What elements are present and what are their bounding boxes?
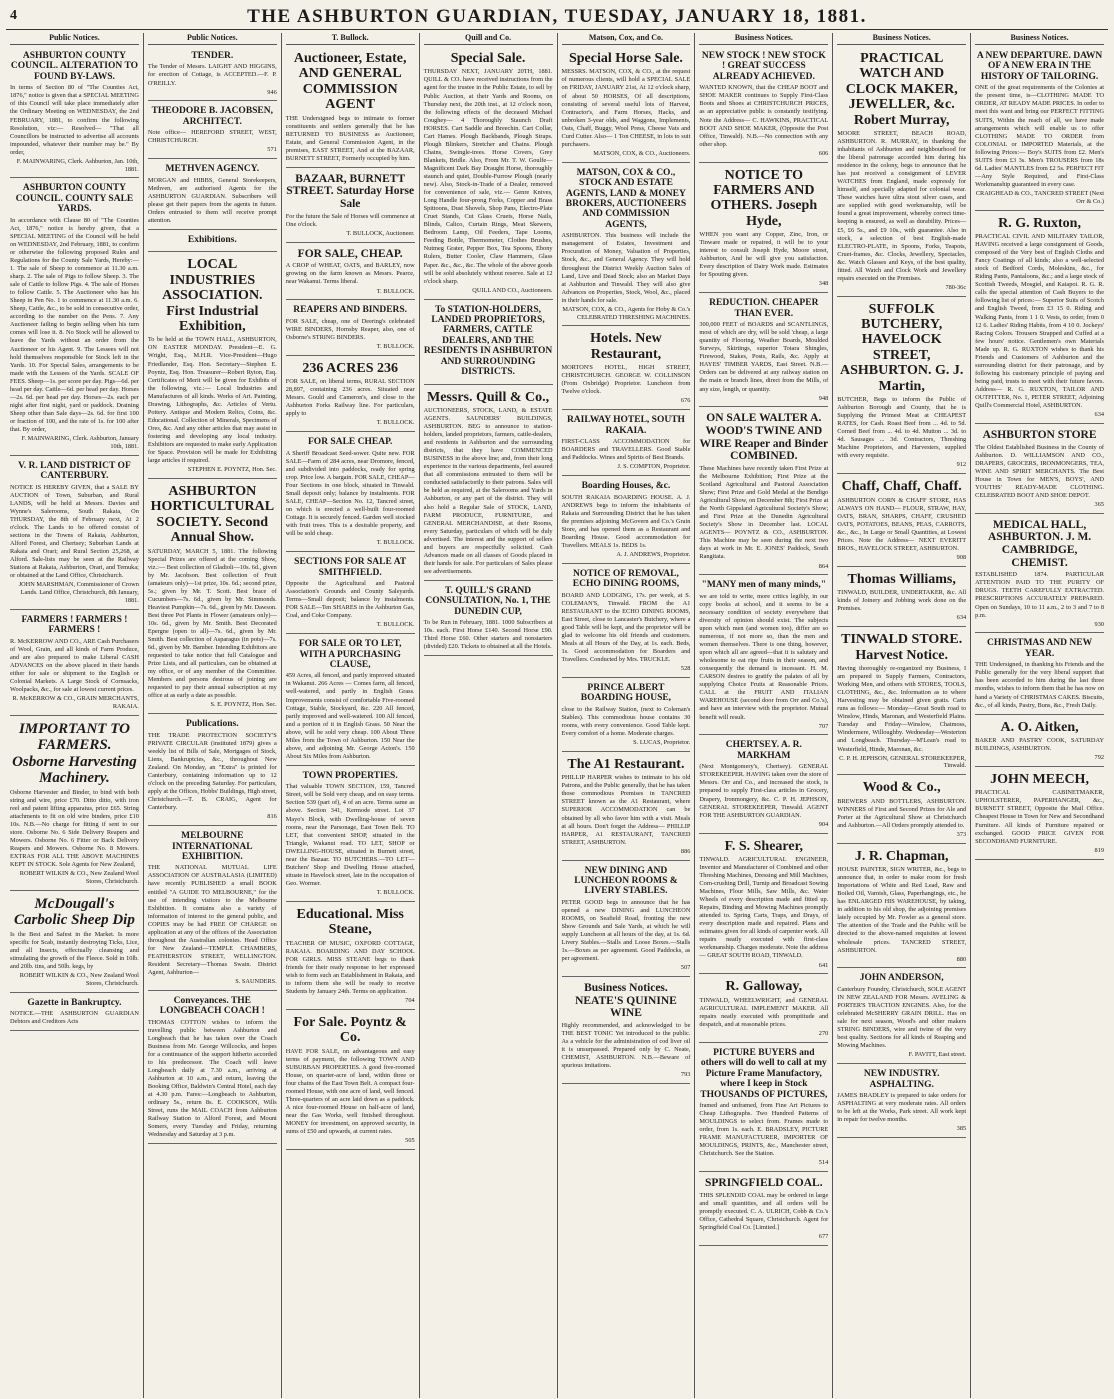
- ad-body: To be held at the TOWN HALL, ASHBURTON, ON EASTER MONDAY. President—E. G. Wright, Esq., M.H.R. Vice-President—Hugo Friedlander, Esq. Hon. Secretary—Stephen E. Poyntz, Esq. Hon. Treasurer—Robert Ryton, Esq. Certificates of Merit will be given for Exhibits of the following, viz.:— Local Industries and Manufactures of all kinds. Works of Art. Painting, Drawing, Lithographs, &c. Articles of Vertu. Pottery. Antique and Modern Relics, Coins, &c. Educational. Collection of Minerals, Specimens of Ores, &c. And any other articles that may assist in fostering and developing any local industry. Exhibitors are requested to make early Application for Space. Provision will be made for Exhibiting large articles if required.: [147, 336, 277, 465]
- ad-body: close to the Railway Station, (next to Coleman's Stables). This commodious house contains 30 rooms, with every convenience. Good Table kept. Every comfort of a home. Moderate charges.: [561, 705, 691, 737]
- ad-signature: A. J. ANDREWS, Proprietor.: [616, 550, 691, 558]
- ad-heading: ASHBURTON COUNTY COUNCIL. COUNTY SALE YARDS.: [15, 183, 134, 215]
- ad-body: SATURDAY, MARCH 5, 1881. The following Special Prizes are offered at the coming Show, viz.:— Best collection of Gladioli—10s. 6d., given by Mr. Jacobson. Best collection of Fruit (amateurs only)—1st prize, 10s. 6d.; second prize, 5s.; given by Mr. T. Scott. Best brace of Cucumbers—7s. 6d., given by Mr. Simmonds. Heaviest Pumpkin—7s. 6d., given by Mr. Dawson. Best three Pot Plants in Flower (amateurs only)—10s. 6d., given by Mr. Smith. Best Decorated Epergne (open to all)—7s. 6d., given by Mr. Smith. Best collection of Asparagus (in pots)—7s. 6d., given by Mr. Bamber. Intending Exhibitors are requested to take notice that full Catalogue and Prize Lists, and all particulars, can be obtained at my office, or of any member of the Committee. Members and persons desirous of joining are requested to pay their annual subscription at my office at as early a date as possible.: [147, 547, 277, 700]
- advertisement: [975, 516, 1104, 634]
- ad-heading: METHVEN AGENCY.: [165, 164, 260, 175]
- ad-signature: 880: [956, 955, 967, 963]
- ad-body: PETER GOOD begs to announce that he has opened a new DINING and LUNCHEON ROOMS, on Seafield Road, fronting the new Show Grounds and Sale Yards, at which he will supply Luncheon at all hours of the day, at 1s. 6d. Livery Stables.—Stalls and Loose Boxes.—Stalls 1s.—Boxes as per agreement. Good Paddocks, as per agreement.: [561, 898, 691, 963]
- ad-heading: J. R. Chapman,: [854, 848, 949, 864]
- ad-heading: Educational. Miss Steane,: [296, 906, 404, 938]
- ad-heading: IMPORTANT TO FARMERS. Osborne Harvesting Machinery.: [12, 720, 137, 787]
- column-1: [6, 33, 144, 1398]
- ad-body: Is the Best and Safest in the Market. Is more specific for Scab, instantly destroying Ticks, Lice, and all Insects, effectually cleansing and stimulating the growth of the Fleece. Sold in 10lb. and 20lb. tins, and 50lb. kegs, by: [10, 930, 139, 971]
- ad-heading: The A1 Restaurant.: [567, 756, 685, 772]
- advertisement: [148, 828, 277, 991]
- advertisement: [424, 302, 553, 385]
- ad-signature: 270: [818, 1029, 829, 1037]
- ad-heading: FOR SALE, CHEAP.: [297, 247, 403, 260]
- ad-heading: MATSON, COX & CO., STOCK AND ESTATE AGENTS, LAND & MONEY BROKERS, AUCTIONEERS AND COMMISSION AGENTS,: [565, 167, 687, 230]
- ad-heading: NEW INDUSTRY. ASPHALTING.: [863, 1069, 940, 1090]
- ad-body: Canterbury Foundry, Christchurch, SOLE AGENT IN NEW ZEALAND FOR Messrs. AVELING & PORTER'S TRACTION ENGINES. Also, for the celebrated McSHERRY GRAIN DRILL. Has on sale for next season, Wood's and other makers STRING BINDERS, wire and twine of the very best quality. Sections for all kinds of Reaping and Mowing Machines.: [837, 985, 967, 1050]
- ad-heading: REDUCTION. CHEAPER THAN EVER.: [709, 298, 819, 319]
- ad-body: MOORE STREET, BEACH ROAD, ASHBURTON. R. MURRAY, in thanking the inhabitants of Ashburton and neighbourhood for the liberal patronage accorded him during his residence in the colony, begs to announce that he has just received a consignment of LEVER WATCHES from England, made expressly for himself, and specially adapted for colonial wear. These watches have ultra stout silver cases, and are supplied with good workmanship, will be found a great improvement, whereby correct time-keeping is ensured, as well as durability. Prices—£5, £6 5s., and £9 10s., with guarantee. Also in stock, a selection of best English-made ELECTRO-PLATE, in Spoons, Forks, Teapots, Cruet-frames, &c. Clocks, Jewellery, Spectacles, &c. Watch Glasses and Keys, of the best quality, fitted. All Watch and Clock Work and Jewellery repairs executed on the Premises.: [837, 129, 967, 282]
- column-header: Public Notices.: [148, 33, 277, 45]
- ad-heading: PICTURE BUYERS and others will do well to call at my Picture Frame Manufactory, where I keep in Stock THOUSANDS OF PICTURES,: [700, 1047, 828, 1100]
- ad-heading: NOTICE OF REMOVAL, ECHO DINING ROOMS,: [572, 568, 680, 590]
- advertisement: [10, 995, 139, 1032]
- ad-heading: NEW STOCK ! NEW STOCK ! GREAT SUCCESS ALREADY ACHIEVED.: [701, 51, 826, 82]
- newspaper-title: THE ASHBURTON GUARDIAN, TUESDAY, JANUARY 18, 1881.: [247, 5, 867, 27]
- advertisement: [699, 1045, 828, 1172]
- advertisement: [699, 165, 828, 294]
- advertisement: [286, 1012, 415, 1150]
- ad-signature: F. PAVITT, East street.: [908, 1051, 967, 1059]
- ad-body: TINWALD, WHEELWRIGHT, and GENERAL AGRICULTURAL IMPLEMENT MAKER. All repairs neatly executed with promptitude and despatch, and at reasonable prices.: [699, 996, 829, 1028]
- ad-signature: 864: [818, 562, 829, 570]
- ad-body: FOR SALE, cheap, one of Deering's celebrated WIRE BINDERS, Hornsby Reaper, also, one of Osborne's STRING BINDERS.: [285, 317, 415, 341]
- ad-heading: ON SALE WALTER A. WOOD'S TWINE AND WIRE Reaper and Binder COMBINED.: [699, 412, 829, 463]
- column-6: [695, 33, 833, 1398]
- ad-body: A Sheriff Broadcast Seed-sower. Quite new. FOR SALE—Farm of 284 acres, near Dromore, fenced, and subdivided into paddocks, ready for spring crop. Price low. A bargain. FOR SALE, CHEAP—Four Sections in one block, situated in Tinwald. Small deposit only; balance by instalments. FOR SALE, CHEAP—Section No. 12, Tancred street, on which is erected a well-built four-roomed Cottage. It is securely fenced. Garden well stocked with fruit trees. This is a desirable property, and will be sold cheap.: [285, 449, 415, 538]
- ad-signature: MATSON, COX, & CO., Auctioneers.: [593, 149, 691, 157]
- advertisement: [699, 577, 828, 735]
- ad-signature: J. S. COMPTON, Proprietor.: [617, 463, 691, 471]
- advertisement: [837, 970, 966, 1064]
- ad-body: The Oldest Established Business in the County of Ashburton. D. WILLIAMSON AND CO., DRAPERS, GROCERS, IRONMONGERS, TEA, WINE AND SPIRIT MERCHANTS. The Best House in Town for MEN'S, BOYS', AND YOUTHS' READY-MADE CLOTHING. CELEBRATED BOOT AND SHOE DEPOT.: [975, 443, 1104, 499]
- advertisement: [562, 478, 691, 564]
- ad-body: ASHBURTON. This business will include the management of Estates, Investment and Procuration of Money, Valuation of Properties, Stock, &c., and General Agency. They will hold throughout the District Weekly Auction Sales of Land, Live and Dead Stock; also an Market Days at Ashburton and Tinwald. They will also give Advances on Properties, Stock, Wool, &c., placed in their hands for sale.: [561, 232, 691, 304]
- ad-signature: 677: [818, 1233, 829, 1241]
- ad-signature: 948: [818, 394, 829, 402]
- advertisement: [148, 48, 277, 101]
- ad-signature: T. BULLOCK.: [376, 539, 415, 547]
- ad-signature: 904: [818, 820, 829, 828]
- ad-body: FIRST-CLASS ACCOMMODATION for BOARDERS and TRAVELLERS. Good Stable and Paddocks. Wines and Spirits of Best Brands.: [561, 438, 691, 462]
- ad-heading: To STATION-HOLDERS, LANDED PROPRIETORS, FARMERS, CATTLE DEALERS, AND THE RESIDENTS IN ASHBURTON AND SURROUNDING DISTRICTS.: [423, 304, 553, 378]
- advertisement: [562, 863, 691, 978]
- advertisement: [424, 387, 553, 581]
- advertisement: [975, 48, 1104, 211]
- ad-heading: Business Notices. NEATE'S QUININE WINE: [575, 982, 677, 1020]
- ad-heading: R. Galloway,: [725, 979, 803, 995]
- ad-body: PRACTICAL CIVIL AND MILITARY TAILOR, HAVING received a large consignment of Goods, composed of the Very best of English Cloths and Fancy Coatings of all kinds; also a well-selected stock of Bedford Cords, Moleskins, &c., for Riding Pants, Pantaloons, &c.; and a large stock of Scottish Tweeds, Mosgiel, and Kaiapoi. R. G. R. calls the special attention of Cash Buyers to the following list of prices:— Superior Suits of Scotch and English Tweed, from £3 15 0. Riding and Walking Pants, from 1 1 0. Vests, to order, from 0 12 6. Ladies' Riding Habits, from 4 10 0. Jockeys' Racing Colors. Trousers Strapped and Cuffed at a few hours' notice. Gentlemen's own Materials Made up. R. G. RUXTON wishes to thank his Friends and Customers of Ashburton and the surrounding district for their patronage, and by following his customary principle of paying and being paid, trusts to meet with their future favors. Address— R. G. RUXTON, TAILOR AND OUTFITTER, No. 1, PETER STREET, Adjoining Quill's Commercial Hotel, ASHBURTON.: [975, 233, 1104, 410]
- advertisement: [837, 476, 966, 567]
- ad-signature: S. LUCAS, Proprietor.: [633, 739, 691, 747]
- ad-body: In accordance with Clause 80 of "The Counties Act, 1876," notice is hereby given, that a SPECIAL MEETING of the Council will be held on WEDNESDAY, 2nd February, 1881, to confirm or otherwise the following proposed Rules and Regulations for the County Sale Yards, Hereby:— 1. The sale of Sheep to commence at 11.30 a.m. sharp. 2. The sale of Pigs to follow Sheep. 3. The sale of Cattle to follow Pigs. 4. The sale of Horses to follow Cattle. 5. The Auctioneer who has his Sheep in Pen No. 1 to commence at 11.30 a.m. 6. Sheep, Cattle, &c., to be sold in consecutive order, according to the number on the Pens. 7. Any Auctioneer failing to begin selling when his turn comes will lose it. 8. No Stock will be allowed to leave the Yards without an order from the Auctioneer or his Agent. 9. The Lessees will not hold themselves responsible for Stock left in the Yards. 10. For Special Sales, arrangements to be made with the Lessees of the Yards. SCALE OF FEES. Sheep—1s. per score per day. Pigs—6d. per head per day. Cattle—6d. per head per day. Horses—2s. 6d. per head per day. Horses—2s. each per night after first night, yard or paddock. Draining Sheep other than Sale days—2s. 6d. for first 100 or fraction of 100, and the rate of 1s. for 100 after that. By order,: [10, 216, 139, 433]
- column-2: [144, 33, 282, 1398]
- advertisement: [286, 768, 415, 902]
- column-header: Business Notices.: [699, 33, 828, 45]
- advertisement: [975, 213, 1104, 424]
- ad-body: framed and unframed, from Fine Art Pictures to Cheap Lithographs. Two Hundred Patterns of MOULDINGS to select from. Frames made to order, from 1s. each. E. BRADSLEY, PICTURE FRAME MANUFACTURER, IMPORTER OF MOULDINGS, PRINTS, &c., Manchester street, Christchurch. See the Station.: [699, 1101, 829, 1158]
- ad-signature: 676: [680, 397, 691, 405]
- ad-body: ESTABLISHED 1874. PARTICULAR ATTENTION PAID TO THE PURITY OF DRUGS. TEETH CAREFULLY EXTRACTED. PRESCRIPTIONS ACCURATELY PREPARED. Open on Sundays, 10 to 11 a.m., 2 to 3 and 7 to 8 p.m.: [975, 571, 1104, 619]
- ad-heading: Hotels. New Restaurant,: [590, 331, 662, 362]
- ad-signature: QUILL AND CO., Auctioneers.: [472, 286, 553, 294]
- ad-signature: JOHN MARSHMAN, Commissioner of Crown Lands. Land Office, Christchurch, 8th January, 1881.: [18, 581, 139, 604]
- ad-signature: R. McKERROW & CO., GRAIN MERCHANTS, RAKAIA.: [12, 694, 139, 710]
- column-header: Matson, Cox, and Co.: [562, 33, 691, 45]
- ad-heading: Messrs. Quill & Co.,: [427, 389, 550, 405]
- advertisement: [286, 434, 415, 552]
- advertisement: [699, 409, 828, 575]
- ad-body: BUTCHER, Begs to inform the Public of Ashburton Borough and County, that he is Supplying the Primest Meat at CHEAPEST RATES, for Cash. Roast Beef from ... 4d. to 5d. Corned Beef from ... 4d. to 4d. Mutton ... 3d. to 4d. Sausages ... 3d. Contractors, Threshing Machine Proprietors, and Harvesters, supplied with every requisite.: [837, 396, 967, 460]
- advertisement: [699, 48, 828, 163]
- advertisement: [286, 636, 415, 766]
- ad-heading: Conveyances. THE LONGBEACH COACH !: [159, 995, 265, 1017]
- ad-heading: Chaff, Chaff, Chaff.: [841, 479, 962, 495]
- advertisement: [562, 165, 691, 327]
- ad-body: Having thoroughly re-organized my Business, I am prepared to Supply Farmers, Contractors, Working Men, and others with STORES, TOOLS, CLOTHING, &c., &c. Information as to where Harvesting may be obtained given gratis. Carts runs as follows:— Monday—Great South road to Winslow, Hinds, Maronan, and Westerfield Plains. Tuesday and Friday—Winslow, Chatmoss, Windermere, Willoughby. Wednesday—Westerton and Longbeach. Thursday—M'Lean's road to Westerfield, Hinde, Maronan, &c.: [837, 665, 967, 753]
- advertisement: [837, 48, 966, 297]
- ad-heading: R. G. Ruxton,: [998, 215, 1081, 231]
- ad-body: NOTICE.—THE ASHBURTON GUARDIAN Debtors and Creditors Acts: [10, 1010, 139, 1026]
- ad-signature: T. BULLOCK.: [376, 342, 415, 350]
- ad-body: THURSDAY NEXT, JANUARY 20TH, 1881. QUILL & CO. have received instructions from the agent for the trustee in the Public Estate, to sell by Public Auction, at their Yards and Rooms, on Thursday next, the 20th inst., at 12 o'clock noon, the following effects of the deceased Michael Coughey— 4 Thoroughly Staunch Draft HORSES. Cart Saddle and Breechin. Cart Collar, Cart Hames. Plough Backbands, Plough Straps. Plough Blinkers, Stretcher and Chains. Plough Chains, Swingle-trees. Horse Covers, Grey Blankets, Bridle. Also, From Mr. T. W. Goulfe— Magnificent Dark Bay Draught Horse, thoroughly staunch and quiet, Double-Furrow Plough (nearly new). Also, Stock-in-Trade of a Dealer, removed for convenience of sale, viz.— Genre Knives, Long Handle four-prong Forks, Copper and Brass Spittoons, Dust Shovels, Shop Pans, Electro-Plate Cruet Stands, Cut Glass Cruets, Horse Nails, Blinds, Calico, Curtain Rings, Meat Skewers, Bedroom Lamp, Oil Feeders, Tape Looms, Feeding Bottle, Thermometer, Clothes Brushes, Nutmeg Grater, Pepper Box, Tea Spoons, Ebony Rulers, Butter Cooler, Claw Hammers, Glass Paper. &c., &c., &c. The whole of the above goods will be sold absolutely without reserve. Sale at 12 o'clock sharp.: [423, 68, 553, 285]
- advertisement: [562, 979, 691, 1084]
- advertisement: [562, 754, 691, 861]
- ad-signature: 348: [818, 280, 829, 288]
- ad-heading: Thomas Williams,: [847, 571, 956, 587]
- ad-signature: MATSON, COX, & CO., Agents for Hoby & Co.'s CELEBRATED THRESHING MACHINES.: [562, 305, 691, 321]
- advertisement: [10, 612, 139, 716]
- advertisement: [562, 412, 691, 476]
- advertisement: [837, 629, 966, 775]
- ad-signature: ROBERT WILKIN & CO., New Zealand Wool Stores, Christchurch.: [19, 972, 139, 987]
- advertisement: [286, 48, 415, 168]
- ad-heading: THEODORE B. JACOBSEN, ARCHITECT.: [151, 106, 274, 127]
- ad-signature: 641: [818, 961, 829, 969]
- ad-body: MESSRS. MATSON, COX, & CO., at the request of numerous clients, will hold a SPECIAL SALE on FRIDAY, JANUARY 21st, At 12 o'clock sharp, of about 50 HORSES, Of all descriptions, consisting of several useful lots of Harvest, Contractor's, and Farm Horses, Hacks, and unbroken 3-year olds, and Waggons, Implements, Oats, Chaff, Buggy, Wool Press, Cheese Vats and Curd Cutter. Also— 1 Ton CHEESE, in lots to suit purchasers.: [561, 68, 691, 148]
- ad-signature: ROBERT WILKIN & CO., New Zealand Wool Stores, Christchurch.: [19, 870, 139, 886]
- column-3: [282, 33, 420, 1398]
- advertisement: [10, 180, 139, 455]
- ad-signature: STEPHEN E. POYNTZ, Hon. Sec.: [187, 466, 277, 474]
- advertisement: [148, 232, 277, 252]
- ad-signature: 908: [956, 554, 967, 561]
- ad-signature: 793: [680, 1071, 691, 1079]
- ad-heading: JOHN MEECH,: [990, 771, 1089, 787]
- ad-body: PHILLIP HARPER wishes to intimate to his old Patrons, and the Public generally, that he has taken those commodious Premises in TANCRED STREET known as the A1 Restaurant, where SUPERIOR ACCOMMODATION can be obtained by all who favor him with a visit. Meals at all hours. Don't forget the Address— PHILLIP HARPER, A1 RESTAURANT, TANCRED STREET, ASHBURTON.: [561, 774, 691, 846]
- ad-heading: For Sale. Poyntz & Co.: [293, 1014, 407, 1046]
- ad-body: The Tender of Messrs. LAIGHT AND HIGGINS, for erection of Cottage, is ACCEPTED.—F. P. O'REILLY.: [147, 63, 277, 87]
- ad-body: JAMES BRADLEY is prepared to take orders for ASPHALTING at very moderate rates. All orders to be left at the Works, Park street. All work kept in repair for twelve months.: [837, 1092, 967, 1124]
- ad-heading: PRACTICAL WATCH AND CLOCK MAKER, JEWELLER, &c. Robert Murray,: [845, 51, 958, 128]
- advertisement: [699, 295, 828, 407]
- ad-body: MORGAN and HIBBS, General Storekeepers, Methven, are authorised Agents for the ASHBURTON GUARDIAN. Subscribers will please get their papers from the agents in future. Orders entrusted to them will receive prompt attention.: [147, 176, 277, 224]
- ad-heading: McDougall's Carbolic Sheep Dip: [14, 895, 135, 929]
- advertisement: [975, 717, 1104, 767]
- ad-heading: SUFFOLK BUTCHERY, HAVELOCK STREET, ASHBURTON. G. J. Martin,: [840, 301, 964, 394]
- ad-signature: CRAIGHEAD & CO., TANCRED STREET (Next Orr & Co.): [975, 189, 1104, 205]
- ad-signature: T. BULLOCK.: [376, 419, 415, 427]
- ad-signature: 946: [267, 88, 277, 96]
- ad-heading: ASHBURTON STORE: [982, 428, 1097, 441]
- ad-heading: FARMERS ! FARMERS ! FARMERS !: [21, 614, 128, 636]
- ad-heading: CHRISTMAS AND NEW YEAR.: [987, 638, 1093, 659]
- advertisement: [699, 836, 828, 975]
- advertisement: [148, 993, 277, 1145]
- ad-signature: F. MAINWARING, Clerk. Ashburton, January 10th, 1881.: [21, 435, 139, 450]
- advertisement: [975, 426, 1104, 514]
- advertisement: [424, 583, 553, 657]
- ad-heading: MELBOURNE INTERNATIONAL EXHIBITION.: [172, 831, 253, 862]
- masthead: [6, 4, 1108, 30]
- ad-body: Osborne Harvester and Binder, to bind with both string and wire, price £70. Ditto ditto, with iron reel and patent lifting apparatus, price £65. String attachments to fit on old wire binders, price £10 10s. N.B.—No charge for fitting if sent to our store. Osborne No. 6 Side Delivery Reapers and Mowers. Osborne No. 6 Fitter or Back Delivery Reapers and Mowers. Osborne No. 8 Mowers. EXTRAS FOR ALL THE ABOVE MACHINES KEPT IN STOCK. Sole Agents for New Zealand,: [10, 788, 139, 869]
- ad-heading: "MANY men of many minds,": [701, 580, 827, 591]
- column-5: [558, 33, 696, 1398]
- ad-signature: 365: [1094, 500, 1104, 508]
- column-header: Business Notices.: [837, 33, 966, 45]
- ad-signature: 507: [680, 964, 691, 972]
- advertisement: [148, 481, 277, 714]
- ad-signature: 606: [818, 149, 829, 157]
- ad-heading: V. R. LAND DISTRICT OF CANTERBURY.: [18, 460, 131, 482]
- column-header: Public Notices.: [10, 33, 139, 45]
- page-number: 4: [10, 8, 17, 23]
- ad-body: 300,000 FEET of BOARDS and SCANTLINGS, most of which are dry, will be sold 'cheap, a large quantity of Flooring, Weather Boards, Moulded Surveys, Skirtings, superior Totara Shingles, Firewood, Stakes, Posts, Rails, &c. Apply at HAYES' TIMBER YARDS, East Street. N.B.—Orders can be delivered at any railway station on the main or branch lines, direct from the Mills, of any size, length, or quantity.: [699, 321, 829, 393]
- ad-signature: 385: [956, 1125, 967, 1133]
- ad-signature: 704: [405, 996, 415, 1004]
- ad-signature: 816: [267, 813, 277, 821]
- ad-heading: FOR SALE OR TO LET, WITH A PURCHASING CLAUSE,: [298, 639, 402, 670]
- ad-heading: Special Sale.: [450, 51, 526, 66]
- ad-signature: 912: [956, 461, 967, 469]
- advertisement: [148, 254, 277, 479]
- ad-body: For the future the Sale of Horses will commence at One o'clock.: [285, 212, 415, 228]
- ad-heading: Boarding Houses, &c.: [581, 481, 671, 492]
- ad-signature: 571: [267, 146, 277, 154]
- advertisement: [837, 777, 966, 843]
- column-4: [420, 33, 558, 1398]
- ad-signature: T. BULLOCK.: [376, 888, 415, 896]
- advertisement: [562, 48, 691, 163]
- ad-body: THE TRADE PROTECTION SOCIETY'S PRIVATE CIRCULAR (instituted 1879) gives a weekly list of Bills of Sale, Mortgages of Stock, Liens, Bankruptcies, &c., throughout New Zealand. On Monday, an "Extra" is printed for Canterbury, containing information up to 12 o'clock on the preceding Saturday. For particulars, apply at the Offices, Hobbs' Buildings, High street, Christchurch.—T. B. CRAIG, Agent for Canterbury.: [147, 731, 277, 812]
- ad-signature: 505: [405, 1137, 415, 1145]
- ad-heading: ASHBURTON HORTICULTURAL SOCIETY. Second Annual Show.: [150, 483, 275, 546]
- column-header: Quill and Co.: [424, 33, 553, 45]
- ad-heading: 236 ACRES 236: [302, 360, 399, 376]
- ad-signature: T. BULLOCK.: [376, 621, 415, 629]
- ad-body: TINWALD. AGRICULTURAL ENGINEER, Inventor and Manufacturer of Combined and other Threshing Machines, Dressing and Mill Machines, Corn-crushing Drill, Turnip and Broadcast Sowing Machines, Flour Mills, Saw Mills, &c. Water Wheels of every description made and fitted up. Repairs, Binding and Mowing Machines promptly attended to. Spring Carts, Traps, and Drays, of every description made and repaired. Plans and estimates given for all kinds of carpenter work. All repairs neatly executed with first-class workmanship. Charges moderate. Note the address— GREAT SOUTH ROAD, TINWALD.: [699, 855, 829, 960]
- ad-signature: F. MAINWARING, Clerk. Ashburton, Jan. 10th, 1881.: [16, 157, 139, 173]
- ad-heading: F. S. Shearer,: [724, 838, 804, 854]
- column-header: Business Notices.: [975, 33, 1104, 45]
- ad-heading: REAPERS AND BINDERS.: [293, 305, 408, 316]
- ad-body: THE Undersigned, in thanking his Friends and the Public generally for the very liberal support that has been accorded to him during the last three months, wishes to inform them that he has now on hand a Variety of CHRISTMAS CAKES. Biscuits, &c., of all kinds, Pastry, Buns, &c., Fresh Daily.: [975, 661, 1104, 709]
- ad-body: we are told to write, more critics legibly, in our copy books at school, and it seems to be a necessary condition of society everywhere that diversity of opinion should exist. The subjects upon which men (and women too), differ are so numerous, if not more so, than the men and women themselves. There is one thing, however, upon which all are agreed—that it is salutary and wholesome to eat ripe fruits in their season, and consequently the demand is incessant. H. M. CARSON desires to gratify the palates of all by supplying Choice Fruits at Reasonable Prices. CALL at the FRUIT AND ITALIAN WAREHOUSE (second door from Orr and Co.'s), and have an interview with the proprietor. Mutual benefit will result.: [699, 592, 829, 721]
- advertisement: [286, 170, 415, 243]
- ad-body: THE Undersigned begs to intimate to former constituents and settlers generally that he has RETURNED TO BUSINESS as Auctioneer, Estate, and General Commission Agent, in the premises, EAST STREET, And at the BAZAAR, BURNETT STREET, Formerly occupied by him.: [285, 114, 415, 162]
- columns-container: [6, 33, 1108, 1398]
- ad-signature: 634: [1094, 411, 1104, 419]
- ad-heading: Special Horse Sale.: [568, 51, 683, 66]
- ad-heading: MEDICAL HALL, ASHBURTON. J. M. CAMBRIDGE, CHEMIST.: [987, 518, 1092, 569]
- advertisement: [424, 48, 553, 300]
- ad-signature: C. P. H. JEPHSON, GENERAL STOREKEEPER, Tinwald.: [839, 754, 967, 770]
- advertisement: [699, 1174, 828, 1246]
- ad-body: ASHBURTON CORN & CHAFF STORE, HAS ALWAYS ON HAND— FLOUR, STRAW, HAY, OATS, BRAN, SHARPS, CHAFF, CRUSHED OATS, POTATOES, BEANS, PEAS, CARROTS, &c., &c., In Large or Small Quantities, at Lowest Prices. Note the Address— NEXT EVERITT BROS., HAVELOCK STREET, ASHBURTON.: [837, 496, 967, 552]
- ad-heading: TOWN PROPERTIES.: [302, 770, 398, 781]
- ad-heading: ASHBURTON COUNTY COUNCIL. ALTERATION TO FOUND BY-LAWS.: [10, 51, 139, 82]
- advertisement: [562, 566, 691, 678]
- advertisement: [837, 846, 966, 969]
- ad-heading: A NEW DEPARTURE. DAWN OF A NEW ERA IN THE HISTORY OF TAILORING.: [976, 51, 1103, 82]
- advertisement: [562, 680, 691, 752]
- advertisement: [286, 245, 415, 301]
- advertisement: [286, 554, 415, 634]
- ad-signature: 528: [680, 665, 691, 673]
- ad-signature: 780-36c: [945, 283, 967, 291]
- ad-heading: A. O. Aitken,: [1000, 719, 1079, 735]
- advertisement: [148, 716, 277, 826]
- ad-heading: T. QUILL'S GRAND CONSULTATION, No. 1, THE DUNEDIN CUP,: [425, 585, 551, 617]
- advertisement: [286, 302, 415, 355]
- advertisement: [975, 635, 1104, 714]
- ad-signature: S. SAUNDERS.: [235, 978, 277, 986]
- ad-heading: NEW DINING AND LUNCHEON ROOMS & LIVERY STABLES.: [574, 865, 678, 897]
- ad-body: (Next Montgomery's, Chertsey). GENERAL STOREKEEPER. HAVING taken over the store of Messrs. Orr and Co., and increased the stock, is prepared to supply First-class articles in Grocery, Drapery, Ironmongery, &c. C. P. H. JEPHSON, GENERAL STOREKEEPER, Tinwald. AGENT FOR THE ASHBURTON GUARDIAN.: [699, 763, 829, 819]
- ad-signature: 819: [1094, 846, 1104, 854]
- ad-heading: LOCAL INDUSTRIES ASSOCIATION. First Industrial Exhibition,: [162, 257, 263, 334]
- ad-body: PRACTICAL CABINETMAKER, UPHOLSTERER, PAPERHANGER, &c., BURNETT STREET, Opposite the Mail Office. Cheapest House in Town for New and Secondhand Furniture. All kinds of Furniture repaired or exchanged. GOOD PRICE GIVEN FOR SECONDHAND FURNITURE.: [975, 789, 1104, 845]
- ad-body: NOTICE IS HEREBY GIVEN, that a SALE BY AUCTION of Town, Suburban, and Rural LANDS, will be held at Messrs. Davies and Wynne's Salerooms, South Rakaia, On THURSDAY, the 8th of February next, At 2 o'clock. The Lands to be offered consist of sections in the Towns of Rakaia, Ashburton, Alford Forest, and Chertsey; Suburban Lands at Rakaia and Orari; and Rural Section 25,268, at Alford. Sale-lists may be seen at the Railway Stations at Rakaia, Ashburton, Orari, and Temuka; or obtained at the Land Office, Christchurch.: [10, 483, 139, 580]
- ad-heading: SECTIONS FOR SALE AT SMITHFIELD.: [294, 557, 407, 578]
- ad-heading: CHERTSEY. A. R. MARKHAM: [725, 740, 802, 761]
- ad-body: WHEN you want any Copper, Zinc, Iron, or Tinware made or repaired, it will be to your interest to consult Joseph Hyde, Moore street, Ashburton, And he will give you satisfaction. Every description of Dairy Work made. Estimates for Spouting given.: [699, 231, 829, 279]
- ad-heading: Exhibitions.: [187, 234, 237, 245]
- ad-body: THOMAS COTTON wishes to inform the travelling public between Ashburton and Longbeach that he has taken over the Coach Business from Mr. George Willcocks, and hopes for a continuance of the support hitherto accorded to his predecessor. The Coach will leave Longbeach daily at 7.30 a.m., arriving at Ashburton at 10 a.m., and return, leaving the Booking Office, Baldwin's Central Hotel, each day at 4.30 p.m. Fares:—Longbeach to Ashburton, ordinary 5s., return 8s. E. COOKSON, Wills Street, runs the MAIL COACH from Ashburton Railway Station to Alford Forest, and Mount Somers, every Tuesday and Friday, returning Wednesday and Saturday at 3 p.m.: [147, 1018, 277, 1139]
- ad-signature: 792: [1094, 754, 1104, 762]
- ad-body: Opposite the Agricultural and Pastoral Association's Grounds and County Saleyards. Terms—Small deposit; balance by instalments. FOR SALE—Ten SHARES in the Ashburton Gas, Coal, and Coke Company.: [285, 579, 415, 620]
- ad-body: A CROP of WHEAT, OATS, and BARLEY, now growing on the farm known as Messrs. Pearce, near Wakanui. Terms liberal.: [285, 262, 415, 286]
- ad-heading: PRINCE ALBERT BOARDING HOUSE,: [580, 682, 672, 704]
- advertisement: [10, 48, 139, 178]
- ad-heading: Auctioneer, Estate, AND GENERAL COMMISSION AGENT: [293, 51, 407, 113]
- ad-body: 459 Acres, all fenced, and partly improved situated in Wakanui. 266 Acres — Comes farm, all fenced, well-watered, and partly in English Grass. Improvements consist of comfortable Five-roomed Cottage, Stable, Stockyard, &c. 220 All fenced, partly improved and well-watered. 100 All fenced, and a portion of it in English Grass. 50 Near the above, will be sold very cheap. 100 About Three Miles from the Town of Ashburton. 150 Near the above, and adjoining Mr. George Acton's. 150 About Six Miles from Ashburton.: [285, 672, 415, 760]
- ad-body: FOR SALE, on liberal terms, RURAL SECTION 28,897, containing 236 acres. Situated near Messrs. Gould and Cameron's, and close to the Ashburton Forks Railway line. For particulars, apply to: [285, 378, 415, 418]
- advertisement: [286, 904, 415, 1010]
- advertisement: [10, 458, 139, 610]
- ad-body: HOUSE PAINTER, SIGN WRITER, &c., begs to announce that, in order to make room for fresh Importations of White and Red Lead, Raw and Boiled Oil, Varnish, Glass, Paperhangings, etc., he has ENLARGED HIS WAREHOUSE, by taking, in addition to his old shop, the adjoining premises lately occupied by Mr. Fowler as a general store. The attention of the Trade and the Public will be directed to the above-named requisites at lowest wholesale prices. TANCRED STREET, ASHBURTON.: [837, 866, 967, 954]
- ad-heading: Publications.: [186, 719, 239, 730]
- advertisement: [562, 328, 691, 410]
- ad-body: That valuable TOWN SECTION, 159, Tancred Street, will be Sold very cheap, and on easy terms. Section 539 (part of), 4 of an acre. Terms same as above. Section 341, Kermode street. Lot 37 Mayo's Block, with Dwelling-house of seven rooms, near the Parsonage, East Town Belt. TO LET, that convenient SHOP, situated in the Triangle, Wakanui road. TO LET, SHOP or DWELLING-HOUSE, situated in Burnett street, near the Bazaar. TO BUTCHERS.—TO LET—Butchers' Shop and Dwelling House attached, situate in Havelock street, late in the occupation of Geo. Wormer.: [285, 783, 415, 887]
- ad-heading: RAILWAY HOTEL, SOUTH RAKAIA.: [566, 415, 685, 436]
- advertisement: [837, 1066, 966, 1138]
- ad-body: To be Run in February, 1881. 1000 Subscribers at 10s. each. First Horse £140. Second Horse £90. Third Horse £60. Other starters and nonstarters (divided) £20. Tickets to obtained at all the Hotels.: [423, 619, 553, 651]
- ad-body: MORTON'S HOTEL, HIGH STREET, CHRISTCHURCH. GEORGE W. COLLINSON (From Oxbridge) Proprietor. Luncheon from Twelve o'clock.: [561, 364, 691, 396]
- advertisement: [699, 976, 828, 1042]
- ad-heading: BAZAAR, BURNETT STREET. Saturday Horse Sale: [286, 172, 415, 211]
- ad-body: AUCTIONEERS, STOCK, LAND, & ESTATE AGENTS. SAUNDERS' BUILDINGS, ASHBURTON. BEG to announce to station-holders, landed proprietors, farmers, cattle-dealers, and residents in Ashburton and the surrounding districts, that they have COMMENCED BUSINESS in the above line; and, from their long experience in the various departments, feel assured that all commissions entrusted to them will be conducted satisfactorily to their patrons. Sales will be held as required, at the Salerooms and Yards in Ashburton, or any part of the district. They will also hold a Regular Sale of STOCK, LAND, FARM PRODUCE, FURNITURE, and GENERAL MERCHANDISE, at their Rooms, every Saturday, particulars of which will be duly advertised. The interest and the support of sellers and buyers are respectfully solicited. Cash Advances made on all classes of Goods placed in their hands for sale. For particulars of Sales please see advertisements.: [423, 406, 553, 575]
- ad-signature: 886: [680, 847, 691, 855]
- ad-body: These Machines have recently taken First Prize at the Melbourne Exhibition; First Prize at the Scotland Agricultural and Pastoral Association Show; First Prize and Gold Medal at the Bendigo Agricultural Show, on December 8th; First Prize at the North Gippsland Agricultural Society's Show; and First Prize at the Dunedin Agricultural Society's Show in December last. LOCAL AGENTS— POYNTZ & CO., ASHBURTON. This Machine may be seen during the next two days at work in Mr. E. JONES' Paddock, South Rangitata.: [699, 464, 829, 561]
- ad-body: BREWERS AND BOTTLERS, ASHBURTON. WINNERS of First and Second Prizes for Ale and Porter at the Agricultural Show at Christchurch and Ashburton.—All Orders promptly attended to.: [837, 797, 967, 829]
- ad-body: In terms of Section 80 of "The Counties Act, 1876," notice is given that a SPECIAL MEETING of this Council will take place immediately after the Ordinary Meeting on WEDNESDAY, the 2nd FEBRUARY, 1881, to confirm the following Resolution, viz:— Resolved— "That all Councillors be instructed to advertise all accounts impounded, whatever their number may be." By order,: [10, 84, 139, 156]
- column-8: [971, 33, 1108, 1398]
- ad-heading: JOHN ANDERSON,: [859, 973, 944, 984]
- ad-heading: Gazette in Bankruptcy.: [27, 997, 122, 1008]
- advertisement: [837, 569, 966, 627]
- advertisement: [10, 718, 139, 891]
- ad-body: ONE of the great requirements of the Colonies at the present time, is—CLOTHING MADE TO ORDER, AT READY MADE PRICES. In order to meet this want and bring our PERFECT FITTING SUITS, Within the reach of all, we have made arrangements which will enable us to offer CLOTHING MADE TO ORDER from COLONIAL or IMPORTED Materials, at the following Prices:— Boy's SUITS from £2. Men's SUITS from £3 3s. Men's TROUSERS from 18s 6d. Ladies' MANTLES from £2 5s. PERFECT FIT—Any Style Required, and First-Class Workmanship guaranteed in every case.: [975, 84, 1104, 188]
- ad-signature: 514: [818, 1159, 829, 1167]
- column-7: [833, 33, 971, 1398]
- ad-heading: FOR SALE CHEAP.: [308, 437, 393, 448]
- advertisement: [975, 769, 1104, 860]
- ad-body: BOARD AND LODGING, 17s. per week, at S. COLEMAN'S, Tinwald. FROM the A1 RESTAURANT to the ECHO DINING ROOMS, East Street, close to Lancaster's Butchery, where a good Table will be kept, and the proprietor will be glad to welcome his old friends and customers. Meals at all Hours of the Day, at 1s. each. Beds, 1s. Good accommodation for Boarders and Travellers. Conducted by Mrs. TRUCKLE.: [561, 591, 691, 664]
- advertisement: [286, 358, 415, 432]
- ad-heading: SPRINGFIELD COAL.: [705, 1177, 823, 1190]
- ad-body: TINWALD, BUILDER, UNDERTAKER, &c. All kinds of Joinery and Jobbing work done on the Premises.: [837, 589, 967, 613]
- advertisement: [10, 893, 139, 993]
- ad-heading: TENDER.: [191, 51, 234, 61]
- ad-heading: TINWALD STORE. Harvest Notice.: [841, 632, 963, 663]
- ad-signature: T. BULLOCK.: [376, 287, 415, 295]
- column-header: T. Bullock.: [286, 33, 415, 45]
- ad-body: THIS SPLENDID COAL may be ordered in large and small quantities, and all orders will be promptly executed. C. A. ULRICH, Cobb & Co.'s Office, Cathedral Square, Christchurch. Agent for Springfield Coal Co. [Limited.]: [699, 1191, 829, 1231]
- ad-body: Highly recommended, and acknowledged to be THE BEST TONIC Yet introduced to the public. As a vehicle for the administration of cod liver oil it is unsurpassed. Prepared only by C. Neate, CHEMIST, ASHBURTON. N.B.—Beware of spurious imitations.: [561, 1022, 691, 1070]
- ad-body: THE NATIONAL MUTUAL LIFE ASSOCIATION OF AUSTRALASIA (LIMITED) have recently PUBLISHED a small BOOK entitled "A GUIDE TO MELBOURNE," for the use of intending visitors to the Melbourne Exhibition. It contains also a variety of information of interest to the general public, and COPIES may be had FREE OF CHARGE on application at any of the offices of the Association throughout the Australian colonies. Head Office for New Zealand—TEMPLE CHAMBERS, FEATHERSTON STREET, WELLINGTON. Resident Secretary—Thomas Swain. District Agent, Ashburton—: [147, 864, 277, 976]
- ad-body: WANTED KNOWN, that the CHEAP BOOT and SHOE MAKER continues to Supply First-Class Boots and Shoes at CHRISTCHURCH PRICES, as an appreciative public is constantly testifying. Note the Address— C. HAWKINS, PRACTICAL BOOT AND SHOE MAKER, (Opposite the Post Office, Tinwald). N.B.—No connection with any other shop.: [699, 84, 829, 148]
- ad-body: R. McKERROW AND CO., ARE Cash Purchasers of Wool, Grain, and all kinds of Farm Produce, and are also prepared to make Liberal CASH ADVANCES on the above placed in their hands either for sale or shipment to the English or Colonial Markets. A Large Stock of Cornsacks, Woolpacks, &c., for sale at lowest current prices.: [10, 637, 139, 693]
- ad-heading: NOTICE TO FARMERS AND OTHERS. Joseph Hyde,: [710, 167, 818, 229]
- advertisement: [148, 161, 277, 230]
- ad-body: BAKER AND PASTRY COOK, SATURDAY BUILDINGS, ASHBURTON.: [975, 737, 1104, 753]
- ad-signature: 930: [1094, 620, 1104, 628]
- ad-heading: Wood & Co.,: [862, 780, 941, 796]
- ad-signature: T. BULLOCK, Auctioneer.: [346, 229, 415, 237]
- ad-body: HAVE FOR SALE, on advantageous and easy terms of payment, the following TOWN AND SUBURBAN PROPERTIES. A good five-roomed House, on quarter-acre of land, within three or four chains of the East Town Belt. A compact four-roomed House, with one acre of land, well fenced. Three-quarters of an acre laid down as a paddock. A nice four-roomed House on half-acre of land, near the Gas Works, well finished throughout. MONEY for investment, on approved security, in sums of £50 and upwards, at current rates.: [285, 1047, 415, 1136]
- ad-signature: S. E. POYNTZ, Hon. Sec.: [210, 701, 277, 709]
- ad-body: TEACHER OF MUSIC, OXFORD COTTAGE, RAKAIA. BOARDING AND DAY SCHOOL FOR GIRLS. MISS STEANE begs to thank friends for their ready response to her expressed wish to form such an Establishment in Rakaia, and to inform them she will be ready to receive Students by January 24th. Terms on application.: [285, 939, 415, 995]
- ad-signature: 373: [956, 830, 967, 838]
- ad-body: Note office— HEREFORD STREET, WEST, CHRISTCHURCH.: [147, 129, 277, 145]
- ad-body: SOUTH RAKAIA BOARDING HOUSE. A. J. ANDREWS begs to inform the inhabitants of Rakaia and Surrounding District that he has taken the premises adjoining McGovern and Co.'s Grain Store, and has opened them as a Restaurant and Boarding House. Good accommodation for Travellers. MEALS 1s. BEDS 1s.: [561, 493, 691, 549]
- ad-signature: 634: [956, 614, 967, 622]
- ad-signature: 707: [818, 722, 829, 730]
- advertisement: [699, 737, 828, 833]
- advertisement: [148, 103, 277, 159]
- advertisement: [837, 299, 966, 475]
